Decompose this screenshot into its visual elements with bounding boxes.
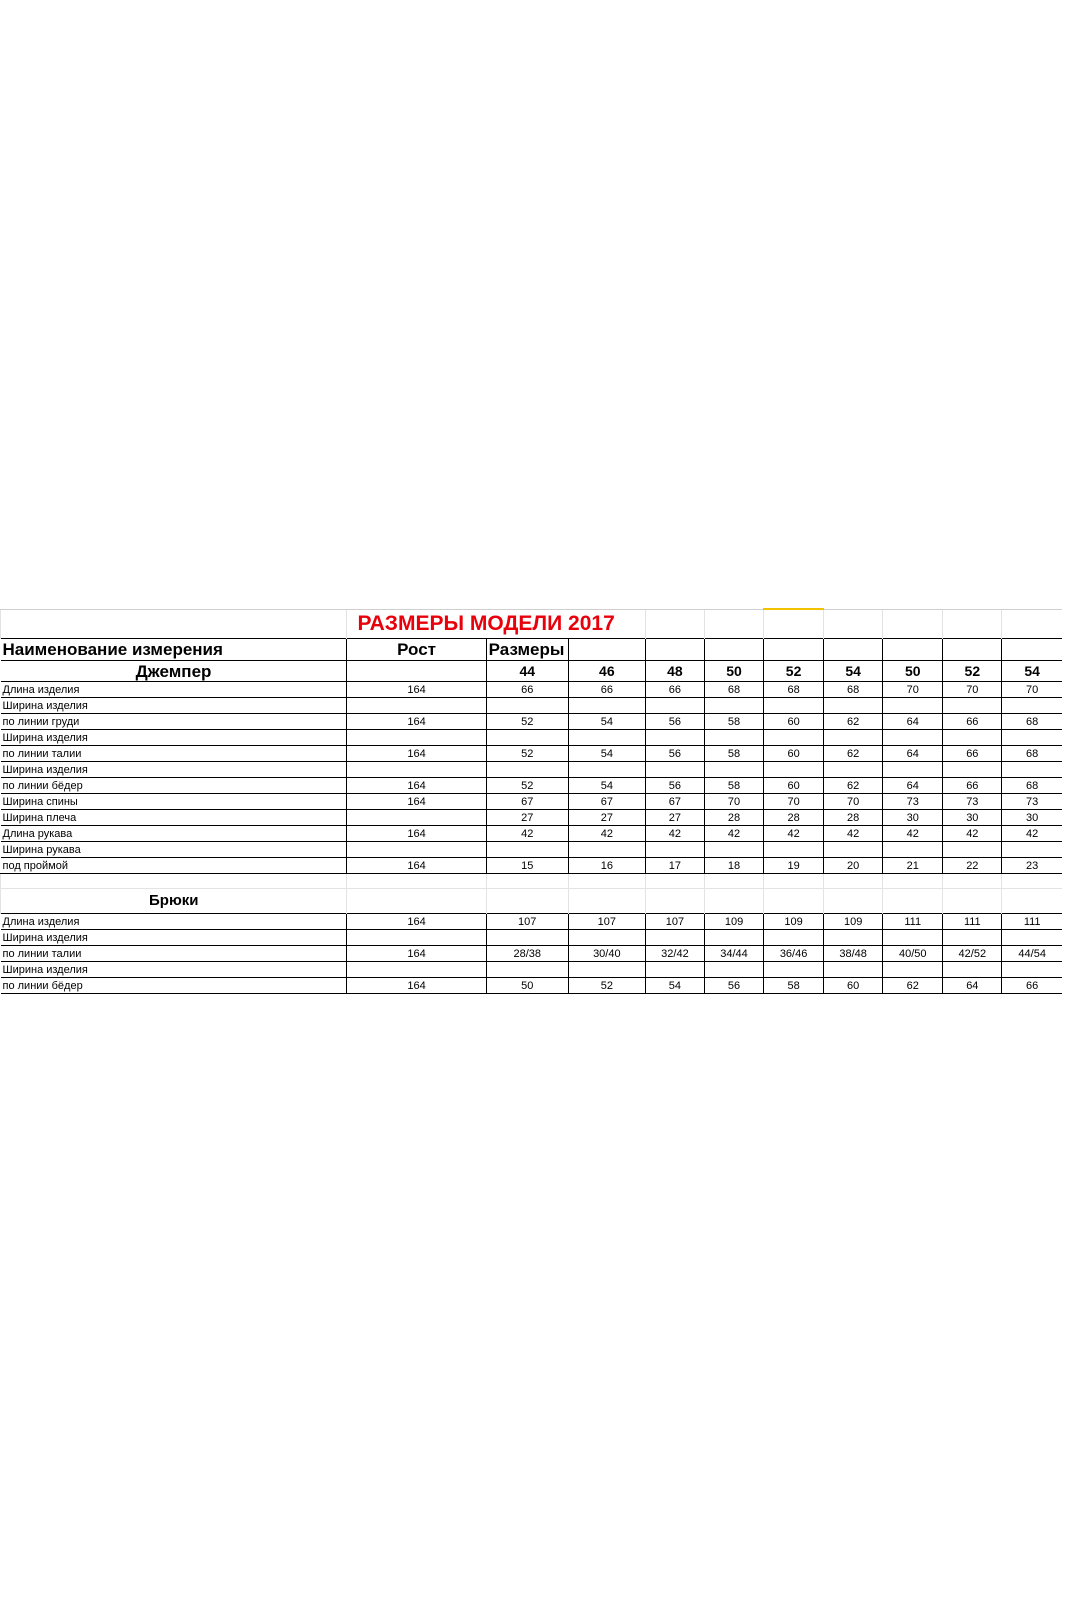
size-value: 73 bbox=[883, 794, 943, 810]
size-header: 54 bbox=[824, 661, 883, 682]
size-value: 58 bbox=[704, 778, 763, 794]
size-value: 67 bbox=[568, 794, 645, 810]
spacer-row bbox=[1, 874, 1063, 889]
size-header: 54 bbox=[1002, 661, 1062, 682]
size-value: 109 bbox=[824, 914, 883, 930]
size-header: 50 bbox=[704, 661, 763, 682]
height-value: 164 bbox=[347, 978, 486, 994]
size-value bbox=[645, 762, 704, 778]
size-value: 68 bbox=[704, 682, 763, 698]
size-value: 38/48 bbox=[824, 946, 883, 962]
size-value bbox=[645, 930, 704, 946]
size-value: 28 bbox=[824, 810, 883, 826]
size-value bbox=[883, 930, 943, 946]
size-value: 40/50 bbox=[883, 946, 943, 962]
cell bbox=[943, 639, 1002, 661]
table-row bbox=[1, 946, 1063, 962]
size-value: 66 bbox=[943, 714, 1002, 730]
size-value bbox=[943, 762, 1002, 778]
table-row bbox=[1, 914, 1063, 930]
size-value bbox=[486, 930, 568, 946]
size-value bbox=[486, 842, 568, 858]
size-value: 107 bbox=[486, 914, 568, 930]
size-value: 54 bbox=[645, 978, 704, 994]
size-value bbox=[704, 730, 763, 746]
size-value: 66 bbox=[486, 682, 568, 698]
size-value bbox=[1002, 730, 1062, 746]
height-value: 164 bbox=[347, 914, 486, 930]
size-value: 58 bbox=[704, 714, 763, 730]
size-value: 42 bbox=[883, 826, 943, 842]
size-value: 73 bbox=[943, 794, 1002, 810]
size-value: 60 bbox=[764, 714, 824, 730]
size-value: 54 bbox=[568, 746, 645, 762]
measure-label: Ширина плеча bbox=[1, 810, 347, 826]
cell bbox=[1002, 639, 1062, 661]
size-value: 68 bbox=[1002, 778, 1062, 794]
size-value bbox=[1002, 762, 1062, 778]
size-value: 70 bbox=[943, 682, 1002, 698]
size-value bbox=[704, 762, 763, 778]
cell bbox=[943, 889, 1002, 914]
size-value bbox=[943, 962, 1002, 978]
height-value bbox=[347, 930, 486, 946]
size-value: 44/54 bbox=[1002, 946, 1062, 962]
size-value: 62 bbox=[824, 778, 883, 794]
height-value bbox=[347, 962, 486, 978]
cell bbox=[883, 639, 943, 661]
size-value bbox=[764, 842, 824, 858]
size-value: 66 bbox=[645, 682, 704, 698]
size-value: 107 bbox=[645, 914, 704, 930]
size-value bbox=[883, 730, 943, 746]
cell bbox=[704, 609, 763, 639]
size-value: 28 bbox=[704, 810, 763, 826]
measure-label: Ширина изделия bbox=[1, 730, 347, 746]
size-value: 42 bbox=[1002, 826, 1062, 842]
cell bbox=[824, 609, 883, 639]
size-value: 21 bbox=[883, 858, 943, 874]
height-value: 164 bbox=[347, 946, 486, 962]
size-value: 111 bbox=[883, 914, 943, 930]
size-header: 48 bbox=[645, 661, 704, 682]
cell bbox=[645, 639, 704, 661]
table-row bbox=[1, 962, 1063, 978]
size-value: 42 bbox=[568, 826, 645, 842]
size-value: 42 bbox=[704, 826, 763, 842]
size-value: 42 bbox=[824, 826, 883, 842]
cell bbox=[645, 889, 704, 914]
size-value: 27 bbox=[645, 810, 704, 826]
cell bbox=[347, 874, 486, 889]
measure-label: по линии груди bbox=[1, 714, 347, 730]
size-value bbox=[486, 698, 568, 714]
height-value bbox=[347, 810, 486, 826]
cell bbox=[883, 874, 943, 889]
cell bbox=[764, 639, 824, 661]
size-value: 27 bbox=[486, 810, 568, 826]
size-value: 66 bbox=[1002, 978, 1062, 994]
size-value: 28/38 bbox=[486, 946, 568, 962]
size-value: 68 bbox=[824, 682, 883, 698]
size-value: 56 bbox=[645, 746, 704, 762]
height-value: 164 bbox=[347, 682, 486, 698]
measure-label: по линии талии bbox=[1, 946, 347, 962]
measure-label: Ширина спины bbox=[1, 794, 347, 810]
size-value bbox=[645, 730, 704, 746]
size-value bbox=[824, 762, 883, 778]
size-value bbox=[1002, 930, 1062, 946]
size-value: 70 bbox=[883, 682, 943, 698]
size-value: 111 bbox=[943, 914, 1002, 930]
table-row bbox=[1, 730, 1063, 746]
size-value: 52 bbox=[486, 746, 568, 762]
size-value bbox=[824, 930, 883, 946]
table-row bbox=[1, 794, 1063, 810]
size-value: 32/42 bbox=[645, 946, 704, 962]
cell bbox=[704, 889, 763, 914]
size-header: 52 bbox=[943, 661, 1002, 682]
cell bbox=[764, 874, 824, 889]
size-value: 67 bbox=[486, 794, 568, 810]
size-value bbox=[824, 842, 883, 858]
title-row bbox=[1, 609, 1063, 639]
cell bbox=[645, 609, 704, 639]
size-value bbox=[764, 762, 824, 778]
size-value bbox=[568, 698, 645, 714]
size-value bbox=[764, 698, 824, 714]
size-value bbox=[704, 698, 763, 714]
table-row bbox=[1, 810, 1063, 826]
size-value: 70 bbox=[824, 794, 883, 810]
size-value: 18 bbox=[704, 858, 763, 874]
measure-label: Ширина изделия bbox=[1, 762, 347, 778]
header-row bbox=[1, 639, 1063, 661]
size-value: 64 bbox=[883, 746, 943, 762]
size-value: 56 bbox=[645, 778, 704, 794]
cell bbox=[347, 889, 486, 914]
size-value: 64 bbox=[943, 978, 1002, 994]
table-row bbox=[1, 682, 1063, 698]
size-value: 66 bbox=[943, 778, 1002, 794]
page-title: РАЗМЕРЫ МОДЕЛИ 2017 bbox=[347, 609, 645, 639]
size-value bbox=[704, 962, 763, 978]
size-value: 60 bbox=[764, 746, 824, 762]
size-value: 30 bbox=[943, 810, 1002, 826]
height-value: 164 bbox=[347, 858, 486, 874]
height-value: 164 bbox=[347, 778, 486, 794]
table-row bbox=[1, 762, 1063, 778]
size-value bbox=[568, 930, 645, 946]
size-value: 68 bbox=[764, 682, 824, 698]
size-value: 60 bbox=[764, 778, 824, 794]
cell bbox=[704, 874, 763, 889]
size-value: 70 bbox=[1002, 682, 1062, 698]
cell bbox=[824, 639, 883, 661]
size-value: 109 bbox=[704, 914, 763, 930]
cell bbox=[1002, 874, 1062, 889]
table-row bbox=[1, 842, 1063, 858]
measure-label: Длина изделия bbox=[1, 682, 347, 698]
size-value: 56 bbox=[645, 714, 704, 730]
size-value: 64 bbox=[883, 778, 943, 794]
size-value: 67 bbox=[645, 794, 704, 810]
size-chart-body bbox=[1, 609, 1063, 994]
cell bbox=[347, 661, 486, 682]
size-value bbox=[568, 730, 645, 746]
size-value bbox=[568, 762, 645, 778]
size-value bbox=[486, 762, 568, 778]
size-value bbox=[764, 730, 824, 746]
size-value: 56 bbox=[704, 978, 763, 994]
cell bbox=[824, 874, 883, 889]
size-value: 36/46 bbox=[764, 946, 824, 962]
size-value bbox=[943, 730, 1002, 746]
section-title-trousers: Брюки bbox=[1, 889, 347, 914]
cell bbox=[568, 889, 645, 914]
size-value: 42 bbox=[943, 826, 1002, 842]
size-value bbox=[824, 698, 883, 714]
height-header: Рост bbox=[347, 639, 486, 661]
cell bbox=[764, 889, 824, 914]
size-value bbox=[568, 842, 645, 858]
size-value bbox=[704, 842, 763, 858]
jumper-header-row bbox=[1, 661, 1063, 682]
table-row bbox=[1, 714, 1063, 730]
size-value bbox=[824, 730, 883, 746]
cell bbox=[568, 874, 645, 889]
table-row bbox=[1, 746, 1063, 762]
selected-cell[interactable] bbox=[764, 609, 824, 639]
size-value: 109 bbox=[764, 914, 824, 930]
cell bbox=[1, 874, 347, 889]
size-value: 62 bbox=[824, 746, 883, 762]
size-value: 52 bbox=[568, 978, 645, 994]
size-value bbox=[1002, 698, 1062, 714]
size-value: 42 bbox=[645, 826, 704, 842]
size-value: 52 bbox=[486, 778, 568, 794]
size-value: 68 bbox=[1002, 714, 1062, 730]
size-value: 22 bbox=[943, 858, 1002, 874]
size-value: 54 bbox=[568, 778, 645, 794]
size-value: 66 bbox=[943, 746, 1002, 762]
size-value bbox=[943, 842, 1002, 858]
measure-label: Длина изделия bbox=[1, 914, 347, 930]
size-header: 46 bbox=[568, 661, 645, 682]
size-value: 30/40 bbox=[568, 946, 645, 962]
size-value bbox=[645, 698, 704, 714]
cell bbox=[943, 609, 1002, 639]
trousers-title-row bbox=[1, 889, 1063, 914]
cell bbox=[1002, 889, 1062, 914]
measure-label: по линии бёдер bbox=[1, 778, 347, 794]
size-header: 50 bbox=[883, 661, 943, 682]
size-value bbox=[883, 762, 943, 778]
size-value: 16 bbox=[568, 858, 645, 874]
size-value bbox=[486, 962, 568, 978]
sizes-header: Размеры bbox=[486, 639, 568, 661]
cell bbox=[943, 874, 1002, 889]
height-value: 164 bbox=[347, 826, 486, 842]
size-value: 28 bbox=[764, 810, 824, 826]
size-value: 30 bbox=[1002, 810, 1062, 826]
size-value: 27 bbox=[568, 810, 645, 826]
measure-label: по линии бёдер bbox=[1, 978, 347, 994]
size-value: 58 bbox=[704, 746, 763, 762]
size-value bbox=[645, 962, 704, 978]
size-value: 52 bbox=[486, 714, 568, 730]
size-value: 15 bbox=[486, 858, 568, 874]
measure-label: Длина рукава bbox=[1, 826, 347, 842]
size-chart-table bbox=[0, 608, 1062, 994]
size-value bbox=[764, 930, 824, 946]
size-header: 44 bbox=[486, 661, 568, 682]
table-row bbox=[1, 978, 1063, 994]
measure-label: под проймой bbox=[1, 858, 347, 874]
cell bbox=[645, 874, 704, 889]
size-value: 42 bbox=[486, 826, 568, 842]
height-value bbox=[347, 762, 486, 778]
size-value bbox=[645, 842, 704, 858]
size-value: 50 bbox=[486, 978, 568, 994]
table-row bbox=[1, 826, 1063, 842]
size-value: 111 bbox=[1002, 914, 1062, 930]
size-value: 17 bbox=[645, 858, 704, 874]
size-value bbox=[486, 730, 568, 746]
size-value: 62 bbox=[824, 714, 883, 730]
cell bbox=[704, 639, 763, 661]
size-value: 58 bbox=[764, 978, 824, 994]
section-title-jumper: Джемпер bbox=[1, 661, 347, 682]
height-value: 164 bbox=[347, 794, 486, 810]
size-value: 73 bbox=[1002, 794, 1062, 810]
cell bbox=[1, 609, 347, 639]
measure-label: Ширина изделия bbox=[1, 962, 347, 978]
size-value bbox=[883, 842, 943, 858]
cell bbox=[1002, 609, 1062, 639]
size-value: 20 bbox=[824, 858, 883, 874]
size-value bbox=[1002, 962, 1062, 978]
cell bbox=[883, 889, 943, 914]
cell bbox=[883, 609, 943, 639]
size-value bbox=[764, 962, 824, 978]
size-value: 23 bbox=[1002, 858, 1062, 874]
size-value: 64 bbox=[883, 714, 943, 730]
measure-header: Наименование измерения bbox=[1, 639, 347, 661]
cell bbox=[568, 639, 645, 661]
size-value bbox=[824, 962, 883, 978]
size-value: 66 bbox=[568, 682, 645, 698]
size-value bbox=[883, 962, 943, 978]
size-value: 62 bbox=[883, 978, 943, 994]
table-row bbox=[1, 778, 1063, 794]
cell bbox=[486, 874, 568, 889]
measure-label: Ширина изделия bbox=[1, 930, 347, 946]
size-value bbox=[1002, 842, 1062, 858]
cell bbox=[824, 889, 883, 914]
size-value bbox=[943, 698, 1002, 714]
size-value bbox=[704, 930, 763, 946]
table-row bbox=[1, 930, 1063, 946]
size-value: 42/52 bbox=[943, 946, 1002, 962]
size-value bbox=[943, 930, 1002, 946]
size-value: 70 bbox=[704, 794, 763, 810]
size-header: 52 bbox=[764, 661, 824, 682]
height-value bbox=[347, 698, 486, 714]
size-value: 54 bbox=[568, 714, 645, 730]
size-value: 30 bbox=[883, 810, 943, 826]
size-value: 107 bbox=[568, 914, 645, 930]
measure-label: Ширина рукава bbox=[1, 842, 347, 858]
table-row bbox=[1, 698, 1063, 714]
size-value: 42 bbox=[764, 826, 824, 842]
size-value: 34/44 bbox=[704, 946, 763, 962]
measure-label: по линии талии bbox=[1, 746, 347, 762]
size-value: 68 bbox=[1002, 746, 1062, 762]
size-value bbox=[883, 698, 943, 714]
height-value bbox=[347, 730, 486, 746]
cell bbox=[486, 889, 568, 914]
height-value: 164 bbox=[347, 746, 486, 762]
table-row bbox=[1, 858, 1063, 874]
size-value bbox=[568, 962, 645, 978]
size-value: 19 bbox=[764, 858, 824, 874]
height-value bbox=[347, 842, 486, 858]
measure-label: Ширина изделия bbox=[1, 698, 347, 714]
size-value: 70 bbox=[764, 794, 824, 810]
size-value: 60 bbox=[824, 978, 883, 994]
height-value: 164 bbox=[347, 714, 486, 730]
